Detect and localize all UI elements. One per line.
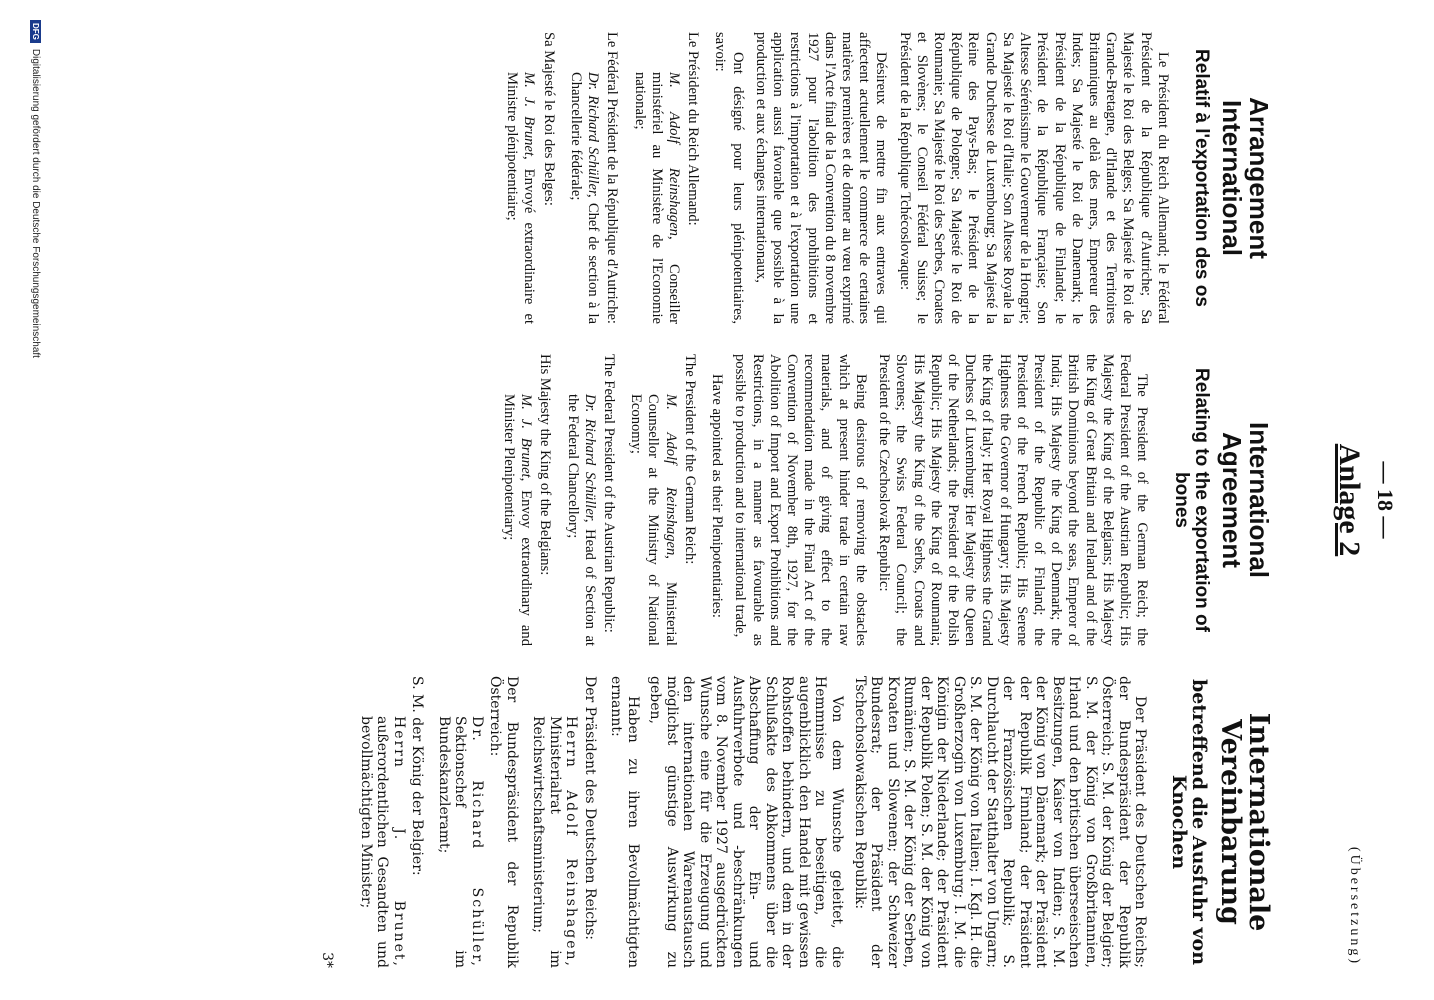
english-germany-name: M. Adolf Reinshagen, xyxy=(662,394,679,559)
french-austria-role: Chef de section à la Chancellerie fédérale; xyxy=(567,72,602,324)
french-subtitle: Relatif à l'exportation des os xyxy=(1191,49,1213,307)
english-austria-role: Head of Section at the Federal Chancellory; xyxy=(564,394,598,647)
french-austria: Le Fédéral Président de la République d'Autriche: xyxy=(604,32,621,324)
english-austria: The Federal President of the Austrian Republic: xyxy=(601,354,618,633)
column-english xyxy=(498,354,1272,646)
german-germany: Der Präsident des Deutschen Reichs: xyxy=(581,676,598,941)
french-belgium-name: M. J. Brunet, xyxy=(521,72,538,160)
french-belgium-role: Envoyé extraordinaire et Ministre plénipotentiaire; xyxy=(504,72,538,324)
german-belgium: S. M. der König der Belgier: xyxy=(409,676,426,876)
english-belgium: His Majesty the King of the Belgians: xyxy=(537,354,554,576)
german-preamble: Der Präsident des Deutschen Reichs; der Bundespräsident der Republik Österreich; S. M. der König der Belgier; S. M. der König von Großbritannien, Irland und den britischen überseeischen Besitzungen, Kaiser von Indien; S. M. der König von Dänemark; der Präsident der Republik Finnland; der Präsident der Französischen Republik; S. Durchlaucht der Statthalter von Ungarn; S. M. der König von Italien; I. Kgl. H. die Großherzogin von Luxemburg; I. M. die Königin der Niederlande; der Präsident der Republik Polen; S. M. der König von Rumänien; S. M. der König der Serben, Kroaten und Slowenen; der Schweizer Bundesrat; der Präsident der Tschechoslowakischen Republik: xyxy=(851,676,1149,968)
digitization-footer xyxy=(30,20,41,980)
french-desire: Désireux de mettre fin aux entraves qui affectent actuellement le commerce de certaines matières premières et de donner au vœu exprimé dans l'Acte final de la Convention du 8 novembre 1927 pour l'abolition des prohibitions et restrictions à l'importation et à l'exportation une application aussi favorable que possible à la production et aux échanges internationaux, xyxy=(752,32,890,324)
dfg-logo: DFG xyxy=(30,20,41,43)
english-germany-person xyxy=(627,374,679,646)
footer-text: Digitalisierung gefördert durch die Deutsche Forschungsgemeinschaft xyxy=(30,48,41,358)
french-preamble: Le Président du Reich Allemand; le Fédéral Président de la République d'Autriche; Sa Majesté le Roi des Belges; Sa Majesté le Roi de Grande-Bretagne, d'Irlande et des Territoires Britanniques au delà des mers, Empereur des Indes; Sa Majesté le Roi de Danemark; le Président de la République de Finlande; le Président de la République Française; Son Altesse Sérénissime le Gouverneur de la Hongrie; Sa Majesté le Roi d'Italie; Son Altesse Royale la Grande Duchesse de Luxembourg; Sa Majesté la Reine des Pays-Bas; le Président de la République de Pologne; Sa Majesté le Roi de Roumanie; Sa Majesté le Roi des Serbes, Croates et Slovènes; le Conseil Fédéral Suisse; le Président de la République Tchécoslovaque: xyxy=(896,32,1171,324)
column-german xyxy=(319,676,1272,968)
german-germany-name: Herrn Adolf Reinshagen, xyxy=(563,716,580,968)
french-germany-person xyxy=(630,52,682,324)
english-austria-person xyxy=(563,374,597,646)
french-germany-name: M. Adolf Reinshagen, xyxy=(665,72,682,240)
english-desire: Being desirous of removing the obstacles which at present hinder trade in certain raw materials, and of giving effect to the recommendation made in the Final Act of the Convention of November 8th, 1927, for the Abolition of Import and Export Prohibitions and Restrictions, in a manner as favourable as possible to production and to international trade, xyxy=(732,354,869,646)
german-appointed: Haben zu ihren Bevollmächtigten ernannt: xyxy=(608,676,641,968)
french-austria-name: Dr. Richard Schüller, xyxy=(585,72,602,198)
english-germany-role: Ministerial Counsellor at the Ministry of National Economy; xyxy=(628,394,679,646)
german-belgium-role: außerordentlichen Gesandten und bevollmächtigten Minister; xyxy=(357,716,391,968)
german-austria-name: Dr. Richard Schüller, xyxy=(468,716,485,968)
german-austria: Der Bundespräsident der Republik Österreich: xyxy=(487,676,520,968)
german-germany-person xyxy=(530,696,580,968)
english-germany: The President of the German Reich: xyxy=(681,354,698,565)
german-subtitle: betreffend die Ausfuhr von Knochen xyxy=(1167,678,1211,966)
english-preamble: The President of the German Reich; the Federal President of the Austrian Republic; His Majesty the King of the Belgians; His Majesty the King of Great Britain and Ireland and of the British Dominions beyond the seas, Emperor of India; His Majesty the King of Denmark; the President of the Republic of Finland; the President of the French Republic; His Serene Highness the Governor of Hungary; His Majesty the King of Italy; Her Royal Highness the Grand Duchess of Luxemburg; Her Majesty the Queen of the Netherlands; the President of the Polish Republic; His Majesty the King of Roumania; His Majesty the King of the Serbs, Croats and Slovenes; the Swiss Federal Council; the President of the Czechoslovak Republic: xyxy=(876,354,1151,646)
english-belgium-name: M. J. Brunet, xyxy=(518,394,535,482)
english-belgium-role: Envoy extraordinary and Minister Plenipotentiary; xyxy=(500,394,535,646)
german-austria-role: Sektionschef im Bundeskanzleramt; xyxy=(435,716,469,968)
sheet-signature: 3* xyxy=(319,952,336,968)
page-number: — 18 — xyxy=(1373,461,1398,539)
continuation-note: (Übersetzung) xyxy=(1347,846,1362,966)
english-subtitle: Relating to the exportation of bones xyxy=(1170,368,1213,632)
english-belgium-person xyxy=(500,374,534,646)
german-title: Internationale Vereinbarung xyxy=(1214,712,1274,932)
french-title: Arrangement International xyxy=(1216,97,1274,259)
annex-title: Anlage 2 xyxy=(1333,443,1366,557)
german-belgium-name: Herrn J. Brunet, xyxy=(390,716,407,968)
german-desire: Von dem Wunsche geleitet, die Hemmnisse zu beseitigen, die augenblicklich den Handel mit gewissen Rohstoffen behindern, und dem in der Schlußakte des Abkommens über die Abschaffung der Ein- und Ausfuhrverbote und -beschränkungen vom 8. November 1927 ausgedrückten Wunsche eine für die Erzeugung und den internationalen Warenaustausch möglichst günstige Auswirkung zu geben, xyxy=(647,676,845,968)
french-austria-person xyxy=(567,52,601,324)
document-page xyxy=(22,20,1412,980)
english-title: International Agreement xyxy=(1216,421,1274,578)
french-belgium: Sa Majesté le Roi des Belges: xyxy=(540,32,557,206)
french-germany: Le Président du Reich Allemand: xyxy=(685,32,702,226)
german-austria-person xyxy=(435,696,485,968)
german-belgium-person xyxy=(357,696,407,968)
english-austria-name: Dr. Richard Schüller, xyxy=(581,394,598,523)
column-french xyxy=(501,32,1272,324)
page-header xyxy=(1318,20,1398,980)
english-appointed: Have appointed as their Plenipotentiaries: xyxy=(709,374,726,618)
german-germany-role: Ministerialrat im Reichswirtschaftsministerium; xyxy=(530,716,563,968)
french-belgium-person xyxy=(503,52,537,324)
french-germany-role: Conseiller ministériel au Ministère de l'Economie nationale; xyxy=(631,72,682,324)
french-appointed: Ont désigné pour leurs plénipotentiaires, savoir: xyxy=(712,32,746,324)
